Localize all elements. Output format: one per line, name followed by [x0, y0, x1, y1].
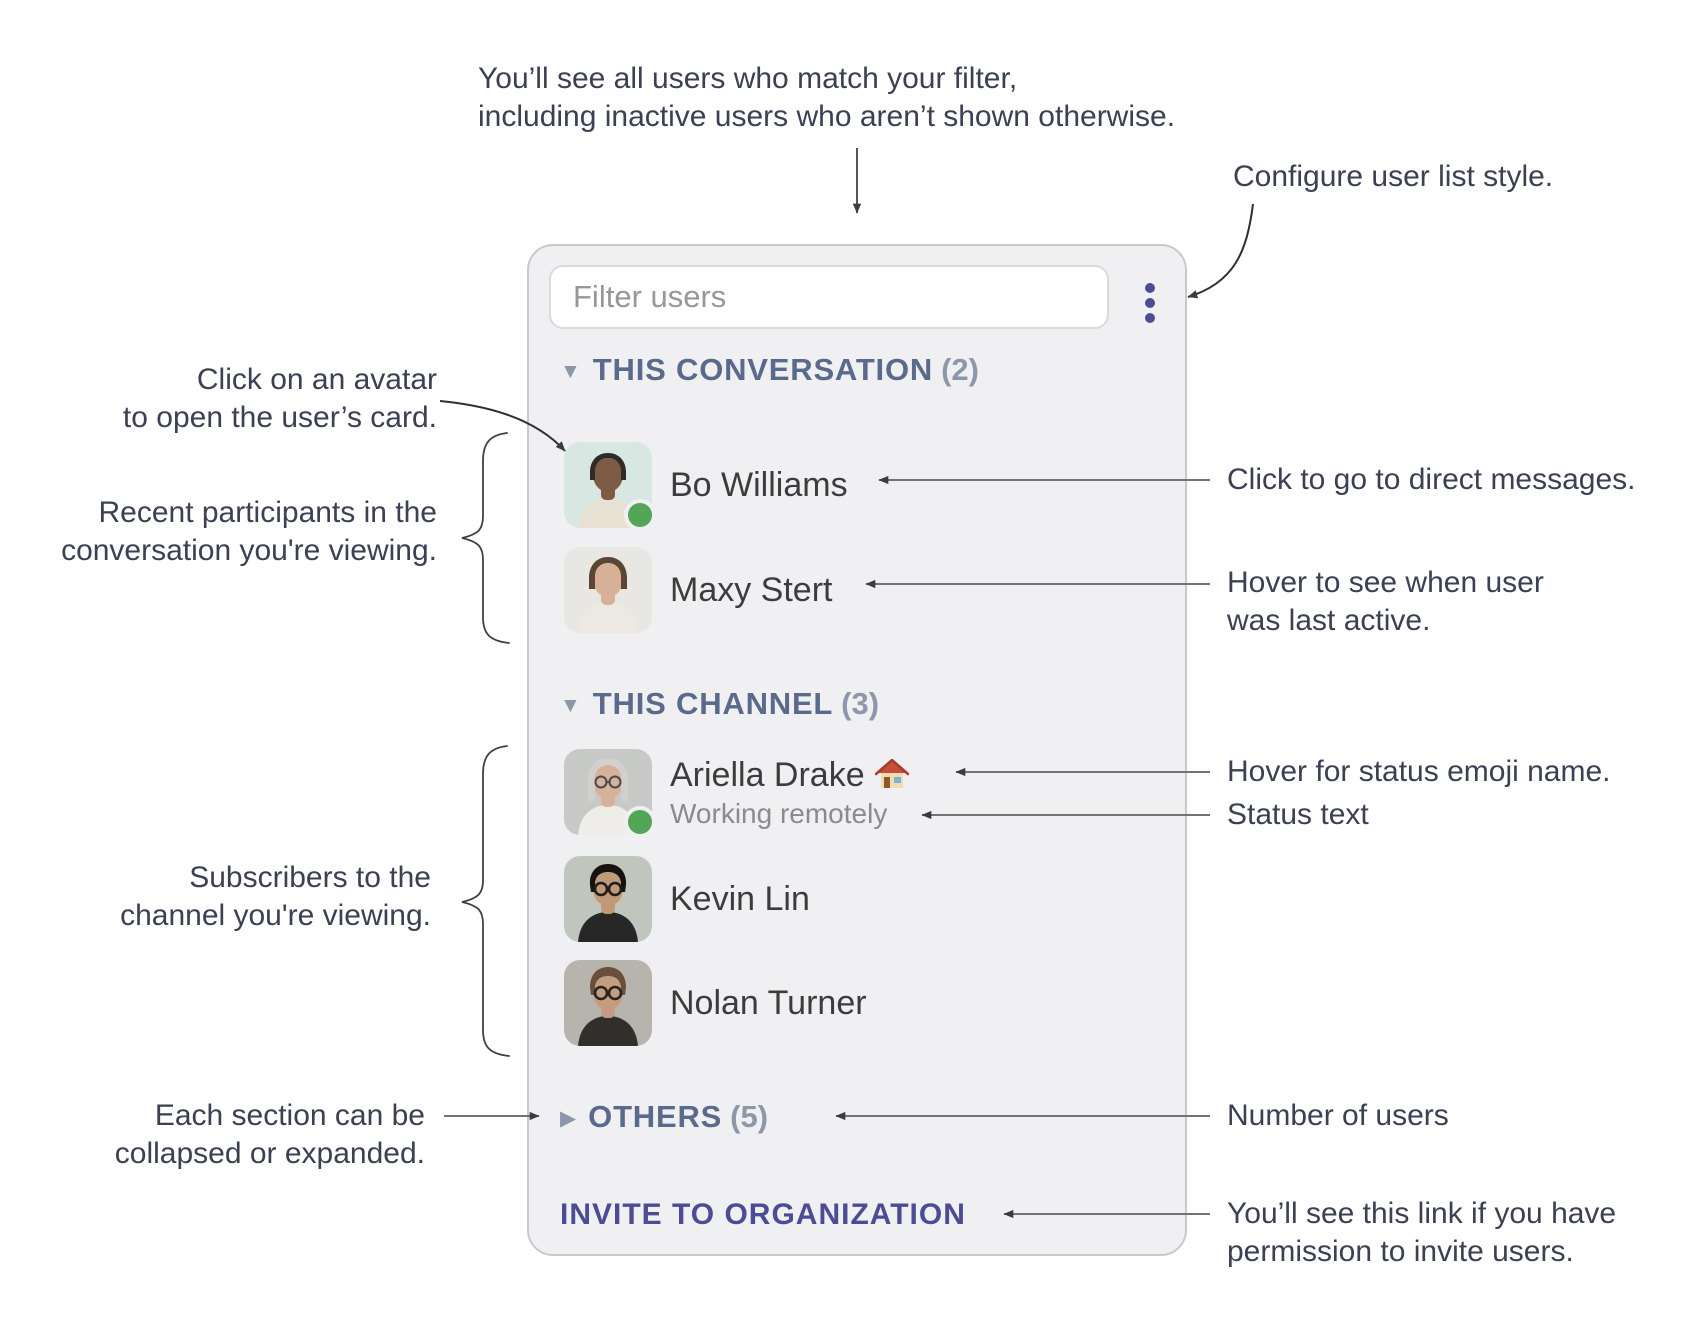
user-name: Bo Williams: [670, 466, 848, 504]
connector-configure-curve: [1188, 204, 1253, 297]
kebab-menu-icon: [1145, 298, 1155, 308]
section-header-others[interactable]: [560, 1099, 768, 1135]
note-invite-permission: [1227, 1195, 1616, 1271]
brace-conversation: [462, 433, 509, 643]
note-avatar-click: [123, 361, 437, 437]
section-count: (3): [841, 686, 880, 721]
avatar[interactable]: [564, 547, 652, 633]
note-status-text: Status text: [1227, 798, 1369, 831]
avatar[interactable]: [564, 856, 652, 942]
note-line: You’ll see all users who match your filter,: [478, 62, 1018, 95]
chevron-down-icon: ▼: [560, 694, 581, 717]
filter-users-input[interactable]: [549, 265, 1109, 329]
note-recent-participants: [61, 494, 437, 570]
note-collapse-expand: [115, 1097, 425, 1173]
user-row-ariella-drake[interactable]: [564, 749, 1165, 839]
note-last-active: [1227, 564, 1544, 640]
note-configure-style: Configure user list style.: [1233, 160, 1554, 193]
user-row-bo-williams[interactable]: [564, 442, 1165, 532]
note-line: Recent participants in the: [98, 496, 437, 529]
avatar[interactable]: [564, 749, 652, 835]
note-line: You’ll see this link if you have: [1227, 1197, 1617, 1230]
section-count: (2): [941, 352, 979, 387]
avatar[interactable]: [564, 960, 652, 1046]
user-name: Maxy Stert: [670, 571, 833, 609]
note-line: Each section can be: [154, 1099, 425, 1132]
note-line: was last active.: [1227, 604, 1431, 637]
user-name: Nolan Turner: [670, 984, 867, 1022]
note-line: conversation you're viewing.: [61, 534, 437, 567]
section-header-this-channel[interactable]: [560, 686, 879, 722]
note-line: permission to invite users.: [1227, 1235, 1574, 1268]
user-row-maxy-stert[interactable]: [564, 547, 1165, 637]
kebab-menu-icon: [1145, 313, 1155, 323]
note-line: channel you're viewing.: [120, 899, 431, 932]
section-header-this-conversation[interactable]: [560, 352, 979, 388]
section-label: THIS CHANNEL: [592, 686, 834, 721]
note-status-emoji: Hover for status emoji name.: [1227, 755, 1611, 788]
note-subscribers: [120, 859, 431, 935]
invite-to-organization-link[interactable]: INVITE TO ORGANIZATION: [560, 1198, 966, 1231]
user-row-kevin-lin[interactable]: [564, 856, 1165, 946]
note-line: to open the user’s card.: [122, 401, 437, 434]
user-list-menu-button[interactable]: [1141, 279, 1159, 327]
user-name: Ariella Drake: [670, 756, 865, 794]
note-line: including inactive users who aren’t shown otherwise.: [478, 100, 1176, 133]
section-label: OTHERS: [588, 1099, 723, 1134]
kebab-menu-icon: [1145, 283, 1155, 293]
presence-dot-icon: [624, 499, 656, 531]
presence-dot-icon: [624, 806, 656, 838]
note-line: Hover to see when user: [1227, 566, 1544, 599]
user-name-line: [670, 755, 909, 795]
house-status-emoji-icon: [875, 759, 909, 789]
section-count: (5): [730, 1099, 769, 1134]
user-name: Kevin Lin: [670, 880, 810, 918]
note-direct-messages: Click to go to direct messages.: [1227, 463, 1636, 496]
note-line: Click on an avatar: [196, 363, 437, 396]
avatar[interactable]: [564, 442, 652, 528]
note-filter-results: [478, 60, 1175, 136]
brace-channel: [462, 746, 509, 1056]
user-list-panel: [527, 244, 1187, 1256]
note-line: Subscribers to the: [189, 861, 431, 894]
user-status-text: Working remotely: [670, 798, 888, 829]
user-row-nolan-turner[interactable]: [564, 960, 1165, 1050]
section-label: THIS CONVERSATION: [592, 352, 934, 387]
chevron-right-icon: ▶: [560, 1107, 577, 1130]
note-number-of-users: Number of users: [1227, 1099, 1449, 1132]
chevron-down-icon: ▼: [560, 360, 581, 383]
note-line: collapsed or expanded.: [114, 1137, 425, 1170]
